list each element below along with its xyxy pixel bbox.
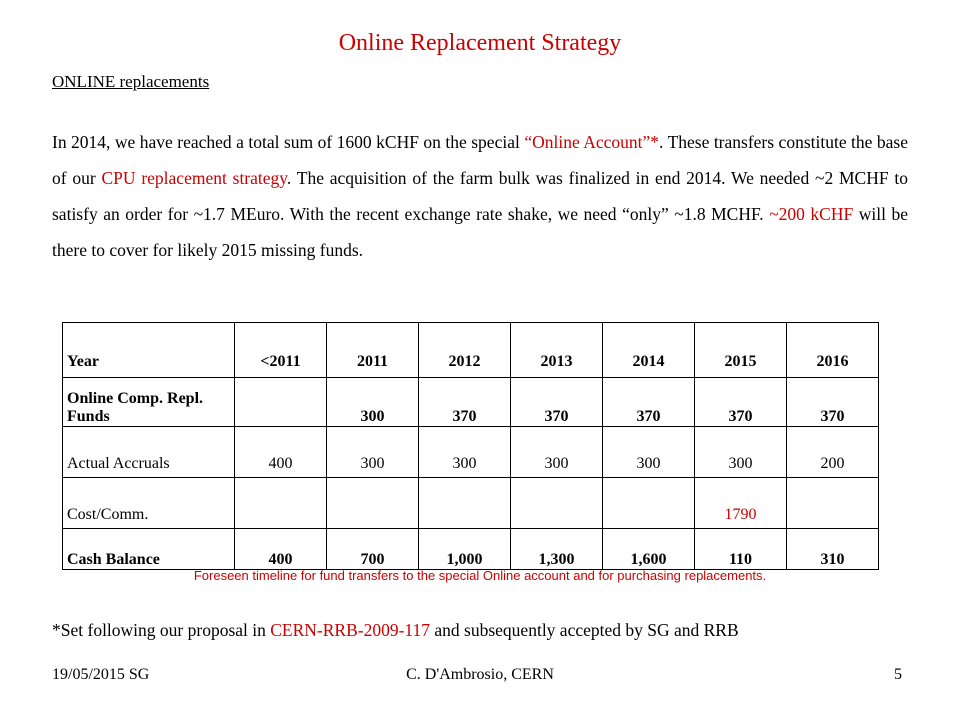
table-cell: 1,000: [419, 529, 511, 570]
para-highlight-online-account: “Online Account”*: [524, 132, 660, 152]
footnote-text-2: and subsequently accepted by SG and RRB: [430, 620, 739, 640]
table-header-cell: 2014: [603, 323, 695, 378]
table-cell: 1,300: [511, 529, 603, 570]
row-label: Online Comp. Repl. Funds: [63, 378, 235, 427]
row-label: Actual Accruals: [63, 427, 235, 478]
table-cell: 370: [695, 378, 787, 427]
table-cell-cost-highlight: 1790: [695, 478, 787, 529]
table-cell: 300: [511, 427, 603, 478]
table-cell: 700: [327, 529, 419, 570]
table-header-cell: 2011: [327, 323, 419, 378]
slide-title: Online Replacement Strategy: [338, 30, 622, 56]
table-cell: 1,600: [603, 529, 695, 570]
para-text-4: will be there to cover for likely 2015 missing funds.: [52, 204, 908, 260]
table-header-cell: 2015: [695, 323, 787, 378]
body-paragraph: [52, 124, 908, 268]
table-header-cell: Year: [63, 323, 235, 378]
footer-author: C. D'Ambrosio, CERN: [406, 666, 554, 683]
para-highlight-cpu-strategy: CPU replacement strategy: [101, 168, 287, 188]
footnote-reference: CERN-RRB-2009-117: [270, 620, 431, 640]
table-cell: 300: [603, 427, 695, 478]
table-cell: [419, 478, 511, 529]
table-header-cell: <2011: [235, 323, 327, 378]
funds-table: [62, 322, 879, 570]
row-label: Cost/Comm.: [63, 478, 235, 529]
table-cell: [787, 478, 879, 529]
table-row: [63, 529, 879, 570]
table-cell: 310: [787, 529, 879, 570]
table-header-row: [63, 323, 879, 378]
table-header-cell: 2012: [419, 323, 511, 378]
section-subtitle: ONLINE replacements: [52, 72, 210, 91]
table-cell: [511, 478, 603, 529]
table-header-cell: 2016: [787, 323, 879, 378]
row-label: Cash Balance: [63, 529, 235, 570]
table-cell: 370: [787, 378, 879, 427]
table-row: [63, 378, 879, 427]
table-cell: [327, 478, 419, 529]
para-highlight-200kchf: ~200 kCHF: [769, 204, 854, 224]
footer-date: 19/05/2015 SG: [52, 666, 150, 683]
table-cell: [235, 478, 327, 529]
footer-page-number: 5: [894, 666, 902, 683]
table-cell: 400: [235, 427, 327, 478]
table-cell: [603, 478, 695, 529]
table-cell: 200: [787, 427, 879, 478]
table-cell: 370: [419, 378, 511, 427]
table-cell: 300: [419, 427, 511, 478]
table-row: [63, 478, 879, 529]
para-text-3: . The acquisition of the farm bulk was finalized in end 2014. We needed ~2 MCHF to satisfy an order for ~1.7 MEuro. With the recent exchange rate shake, we need “only” ~1.8 MCHF.: [52, 168, 909, 224]
para-text-1: In 2014, we have reached a total sum of 1600 kCHF on the special: [52, 132, 525, 152]
table-cell: 370: [511, 378, 603, 427]
para-text-2: . These transfers constitute the base of our: [52, 132, 909, 188]
table-row: [63, 427, 879, 478]
table-cell: 300: [327, 427, 419, 478]
table-cell: 300: [695, 427, 787, 478]
table-cell: 400: [235, 529, 327, 570]
table-cell: 370: [603, 378, 695, 427]
footnote: [52, 620, 739, 641]
table-cell: 300: [327, 378, 419, 427]
table-header-cell: 2013: [511, 323, 603, 378]
footnote-text-1: *Set following our proposal in: [52, 620, 271, 640]
table-caption: Foreseen timeline for fund transfers to the special Online account and for purchasing replacements.: [193, 568, 767, 583]
table-cell: [235, 378, 327, 427]
table-cell: 110: [695, 529, 787, 570]
